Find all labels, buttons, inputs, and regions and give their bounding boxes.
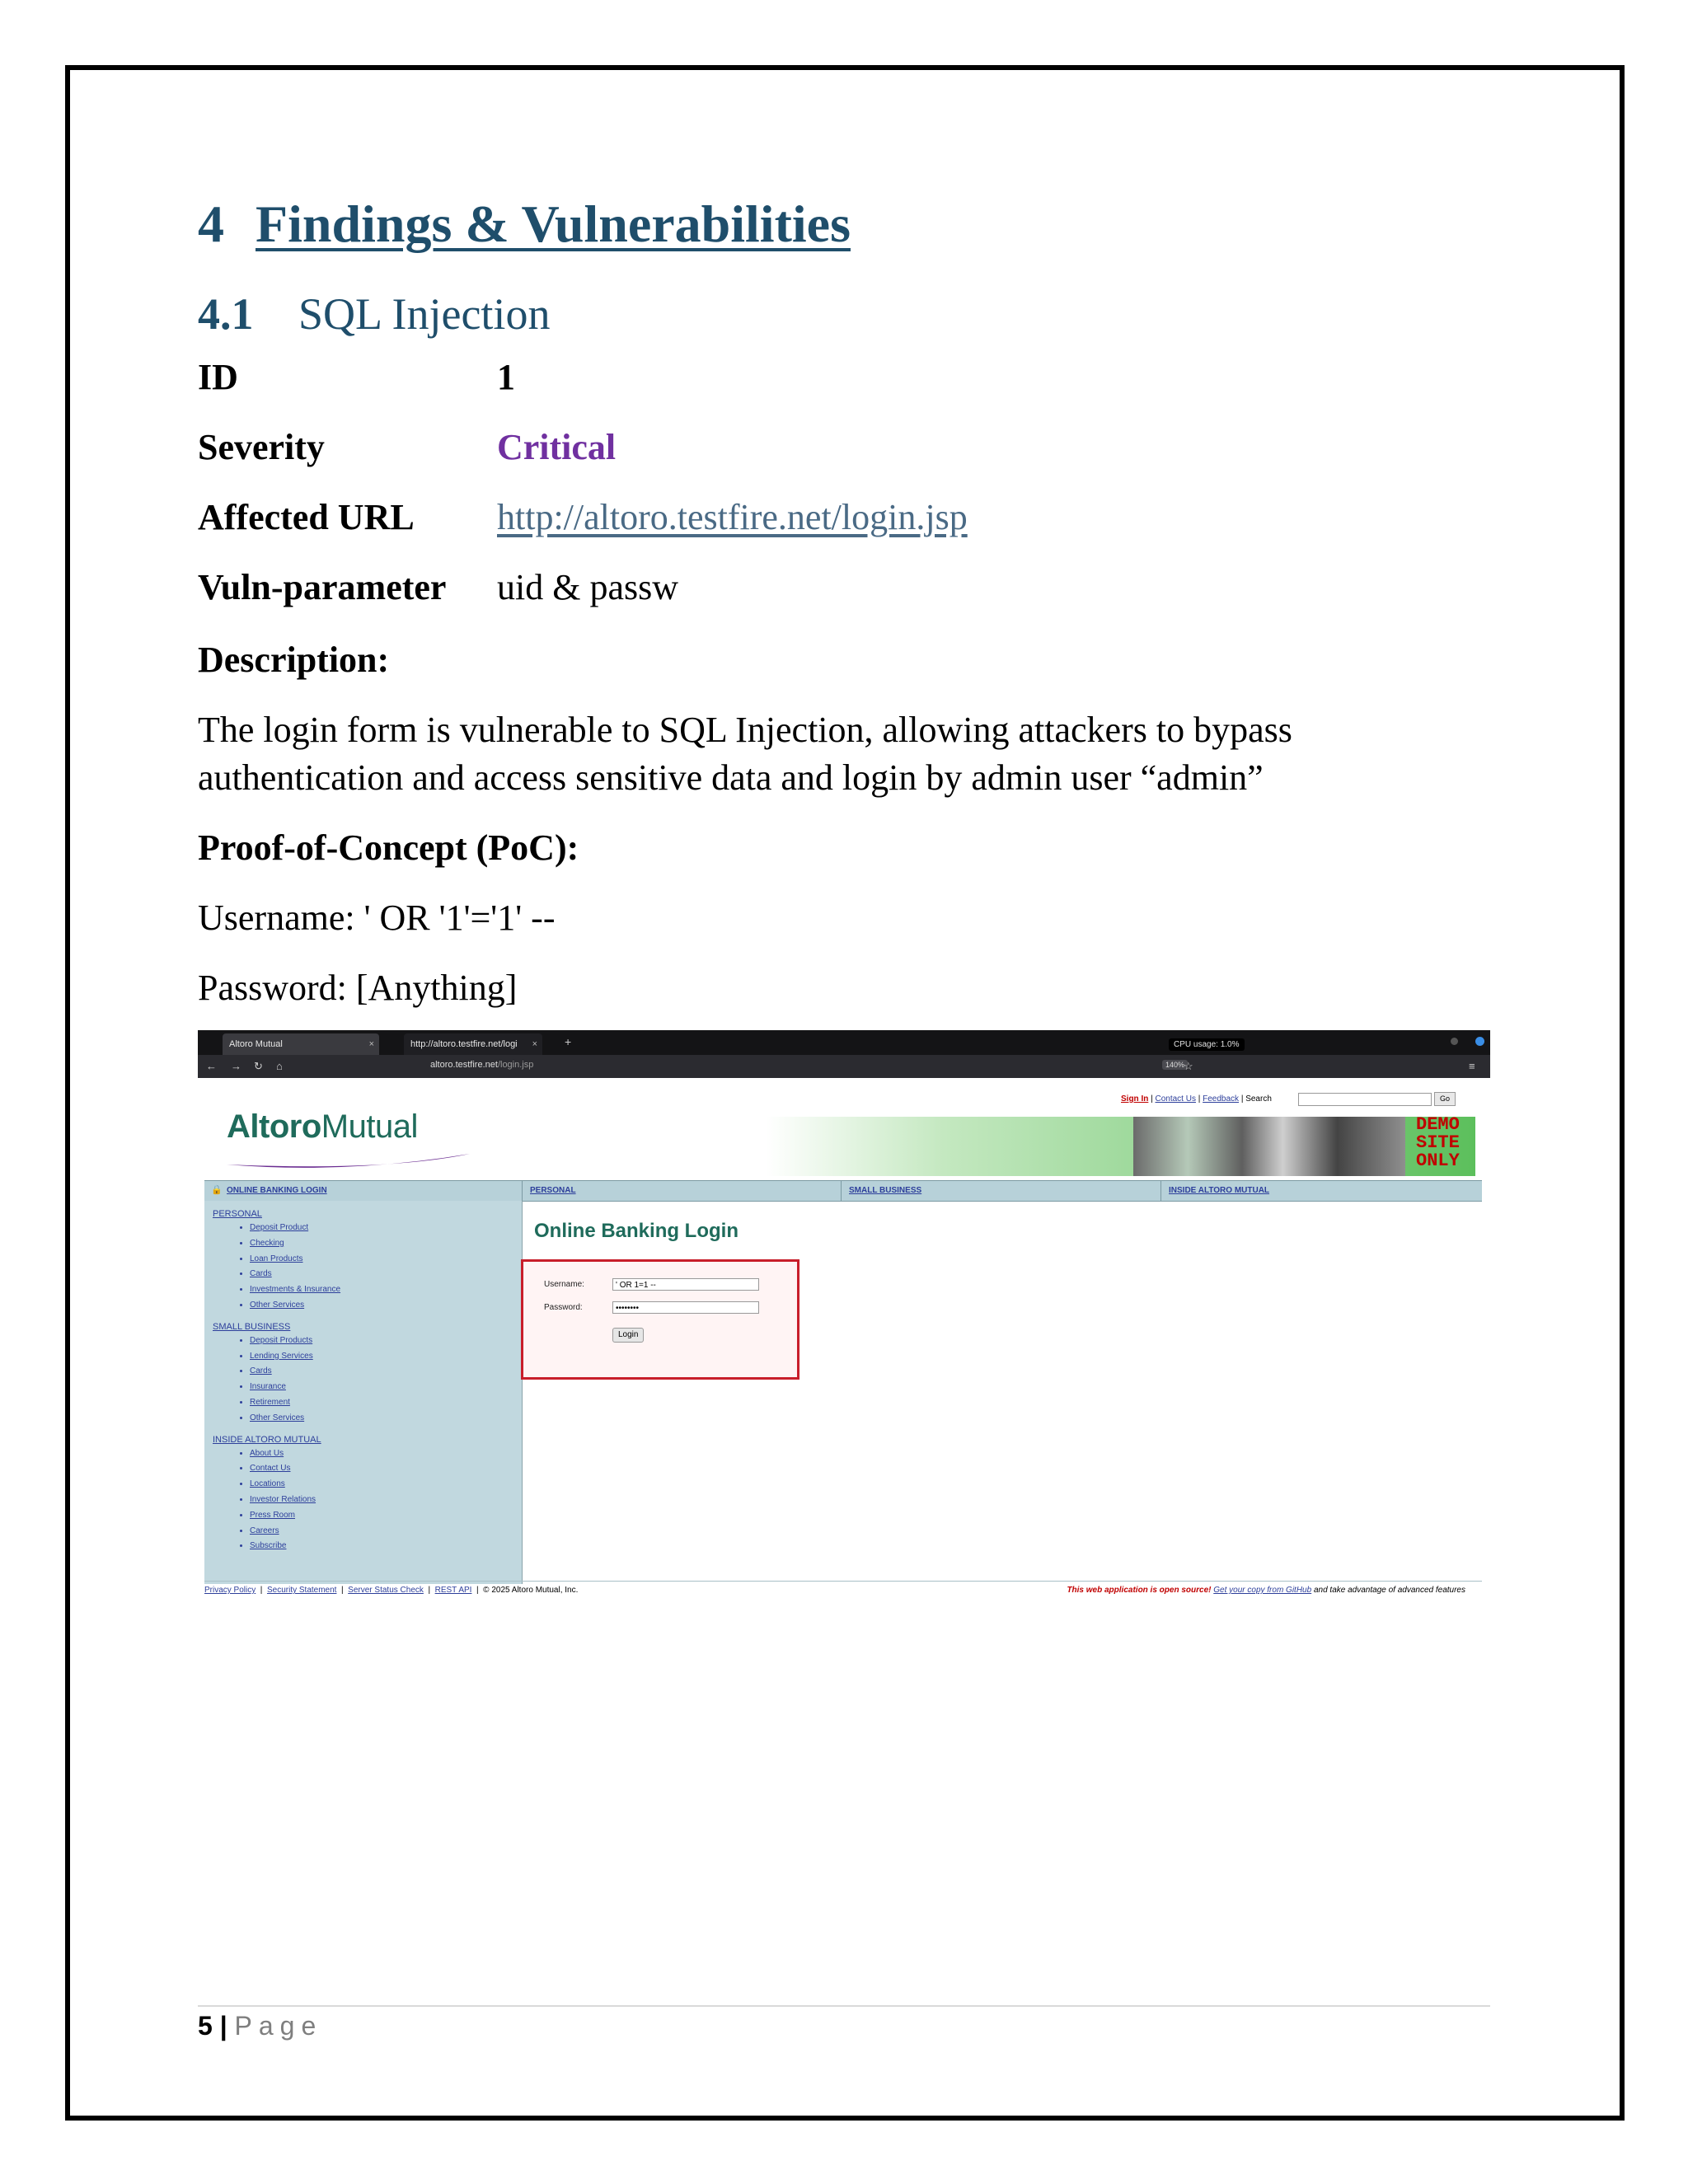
zoom-badge[interactable]: 140% bbox=[1162, 1060, 1188, 1070]
sidebar-item[interactable]: • Investments & Insurance bbox=[250, 1282, 522, 1298]
username-label: Username: bbox=[544, 1280, 584, 1289]
menu-icon[interactable]: ≡ bbox=[1469, 1060, 1475, 1072]
tab-1-title: Altoro Mutual bbox=[229, 1039, 283, 1049]
poc-username: Username: ' OR '1'='1' -- bbox=[198, 898, 556, 938]
heading-findings bbox=[198, 194, 851, 255]
address-path: /login.jsp bbox=[497, 1060, 534, 1070]
affected-url-link[interactable]: http://altoro.testfire.net/login.jsp bbox=[497, 497, 968, 537]
go-button[interactable]: Go bbox=[1434, 1092, 1456, 1106]
home-icon[interactable]: ⌂ bbox=[276, 1060, 283, 1072]
sidebar-personal-list bbox=[204, 1221, 522, 1314]
sidebar-item[interactable]: • Contact Us bbox=[250, 1461, 522, 1477]
footer-tail: and take advantage of advanced features bbox=[1313, 1586, 1465, 1595]
field-id-value: 1 bbox=[497, 357, 515, 397]
menu-small-business[interactable]: SMALL BUSINESS bbox=[849, 1186, 922, 1195]
menu-divider bbox=[1160, 1181, 1161, 1201]
field-severity-label: Severity bbox=[198, 427, 325, 467]
sidebar-item[interactable]: • About Us bbox=[250, 1446, 522, 1462]
site-top-links: Sign In | Contact Us | Feedback | Search bbox=[1121, 1094, 1272, 1104]
open-source-text: This web application is open source! bbox=[1067, 1586, 1212, 1595]
logo-swoosh-icon bbox=[223, 1150, 478, 1173]
banner-photos bbox=[1133, 1117, 1405, 1176]
page-number: 5 bbox=[198, 2011, 213, 2041]
menu-online-banking-login[interactable]: ONLINE BANKING LOGIN bbox=[227, 1186, 327, 1195]
sidebar-item[interactable]: • Other Services bbox=[250, 1411, 522, 1427]
severity-value: Critical bbox=[497, 427, 617, 467]
logo-bold: Altoro bbox=[227, 1108, 321, 1145]
sidebar-item[interactable]: • Investor Relations bbox=[250, 1493, 522, 1508]
window-close-icon[interactable] bbox=[1475, 1037, 1484, 1046]
menu-divider bbox=[841, 1181, 842, 1201]
login-title: Online Banking Login bbox=[534, 1220, 738, 1242]
browser-nav-bar bbox=[198, 1055, 1490, 1078]
heading-number: 4 bbox=[198, 194, 224, 253]
sidebar-item[interactable]: • Cards bbox=[250, 1267, 522, 1282]
sidebar-item[interactable]: • Subscribe bbox=[250, 1539, 522, 1554]
description-line-1: The login form is vulnerable to SQL Injection, allowing attackers to bypass bbox=[198, 710, 1292, 750]
description-label: Description: bbox=[198, 640, 390, 680]
password-input[interactable]: •••••••• bbox=[612, 1301, 759, 1314]
sidebar-item[interactable]: • Press Room bbox=[250, 1508, 522, 1524]
login-button[interactable]: Login bbox=[612, 1328, 644, 1343]
password-label: Password: bbox=[544, 1303, 583, 1312]
field-param-label: Vuln-parameter bbox=[198, 567, 447, 607]
close-icon[interactable]: × bbox=[368, 1039, 374, 1049]
site-search-input[interactable] bbox=[1298, 1093, 1432, 1106]
address-bar[interactable] bbox=[430, 1060, 533, 1070]
menu-personal[interactable]: PERSONAL bbox=[530, 1186, 576, 1195]
sidebar-item[interactable]: • Other Services bbox=[250, 1298, 522, 1314]
forward-icon[interactable]: → bbox=[231, 1060, 241, 1072]
sidebar-item[interactable]: • Cards bbox=[250, 1364, 522, 1380]
github-link[interactable]: Get your copy from GitHub bbox=[1213, 1586, 1312, 1595]
browser-tab-bar bbox=[198, 1030, 1490, 1055]
sidebar-small-business[interactable]: SMALL BUSINESS bbox=[213, 1321, 291, 1332]
sidebar-personal[interactable]: PERSONAL bbox=[213, 1209, 262, 1219]
field-url-label: Affected URL bbox=[198, 497, 415, 537]
poc-screenshot bbox=[198, 1030, 1490, 1599]
security-link[interactable]: Security Statement bbox=[266, 1586, 337, 1595]
field-param-value: uid & passw bbox=[497, 567, 678, 607]
heading-title: Findings & Vulnerabilities bbox=[256, 194, 851, 253]
sidebar-item[interactable]: • Insurance bbox=[250, 1380, 522, 1395]
sidebar-business-list bbox=[204, 1333, 522, 1427]
privacy-link[interactable]: Privacy Policy bbox=[204, 1586, 256, 1595]
demo-site-stamp bbox=[1416, 1116, 1460, 1170]
sidebar-item[interactable]: • Deposit Product bbox=[250, 1221, 522, 1236]
lock-icon: 🔒 bbox=[211, 1185, 223, 1195]
browser-tab-2[interactable] bbox=[404, 1033, 542, 1055]
bookmark-star-icon[interactable]: ☆ bbox=[1184, 1060, 1193, 1072]
footer-open-source bbox=[1067, 1586, 1465, 1595]
reload-icon[interactable]: ↻ bbox=[254, 1060, 263, 1072]
sidebar-item[interactable]: • Loan Products bbox=[250, 1252, 522, 1268]
sidebar-item[interactable]: • Retirement bbox=[250, 1395, 522, 1411]
login-form-highlight bbox=[521, 1259, 799, 1380]
footer-links: Privacy Policy | Security Statement | Server Status Check | REST API | © 2025 Altoro Mutual, Inc. bbox=[204, 1586, 579, 1595]
rest-api-link[interactable]: REST API bbox=[434, 1586, 472, 1595]
back-icon[interactable]: ← bbox=[206, 1060, 217, 1072]
demo-line-3: ONLY bbox=[1416, 1151, 1460, 1171]
address-host: altoro.testfire.net bbox=[430, 1060, 498, 1070]
minimize-icon[interactable] bbox=[1451, 1038, 1458, 1045]
sign-in-link[interactable]: Sign In bbox=[1121, 1094, 1149, 1104]
subheading-number: 4.1 bbox=[198, 289, 254, 339]
subheading-sql-injection bbox=[198, 288, 550, 340]
page-separator: | bbox=[219, 2011, 227, 2041]
browser-tab-1[interactable] bbox=[223, 1033, 379, 1055]
contact-link[interactable]: Contact Us bbox=[1155, 1094, 1196, 1104]
status-link[interactable]: Server Status Check bbox=[348, 1586, 424, 1595]
footer-rule bbox=[198, 2005, 1490, 2007]
demo-line-2: SITE bbox=[1416, 1132, 1460, 1153]
search-label: Search bbox=[1245, 1094, 1272, 1104]
close-icon[interactable]: × bbox=[532, 1039, 537, 1049]
menu-inside-altoro[interactable]: INSIDE ALTORO MUTUAL bbox=[1169, 1186, 1270, 1195]
sidebar-item[interactable]: • Lending Services bbox=[250, 1349, 522, 1365]
page-label: Page bbox=[234, 2011, 323, 2041]
sidebar-item[interactable]: • Deposit Products bbox=[250, 1333, 522, 1349]
poc-label: Proof-of-Concept (PoC): bbox=[198, 827, 579, 868]
menu-divider bbox=[522, 1181, 523, 1201]
poc-password: Password: [Anything] bbox=[198, 968, 518, 1008]
subheading-title: SQL Injection bbox=[298, 289, 551, 339]
cpu-tooltip: CPU usage: 1.0% bbox=[1169, 1038, 1245, 1051]
description-line-2: authentication and access sensitive data and login by admin user “admin” bbox=[198, 757, 1264, 798]
altoro-logo bbox=[227, 1108, 418, 1146]
demo-line-1: DEMO bbox=[1416, 1114, 1460, 1135]
sidebar-item[interactable]: • Locations bbox=[250, 1477, 522, 1493]
site-footer bbox=[204, 1581, 1482, 1598]
copyright: © 2025 Altoro Mutual, Inc. bbox=[483, 1586, 579, 1595]
site-menu-bar bbox=[204, 1180, 1482, 1202]
tab-2-title: http://altoro.testfire.net/logi bbox=[410, 1039, 518, 1049]
feedback-link[interactable]: Feedback bbox=[1203, 1094, 1240, 1104]
new-tab-icon[interactable]: + bbox=[565, 1035, 572, 1048]
sidebar-inside-altoro[interactable]: INSIDE ALTORO MUTUAL bbox=[213, 1434, 321, 1445]
field-id-label: ID bbox=[198, 357, 238, 397]
logo-rest: Mutual bbox=[321, 1108, 418, 1145]
sidebar-item[interactable]: • Careers bbox=[250, 1524, 522, 1540]
username-input[interactable]: ' OR 1=1 -- bbox=[612, 1278, 759, 1291]
sidebar-item[interactable]: • Checking bbox=[250, 1236, 522, 1252]
sidebar-inside-list bbox=[204, 1446, 522, 1555]
site-sidebar bbox=[204, 1201, 523, 1584]
page-footer bbox=[198, 2011, 322, 2041]
